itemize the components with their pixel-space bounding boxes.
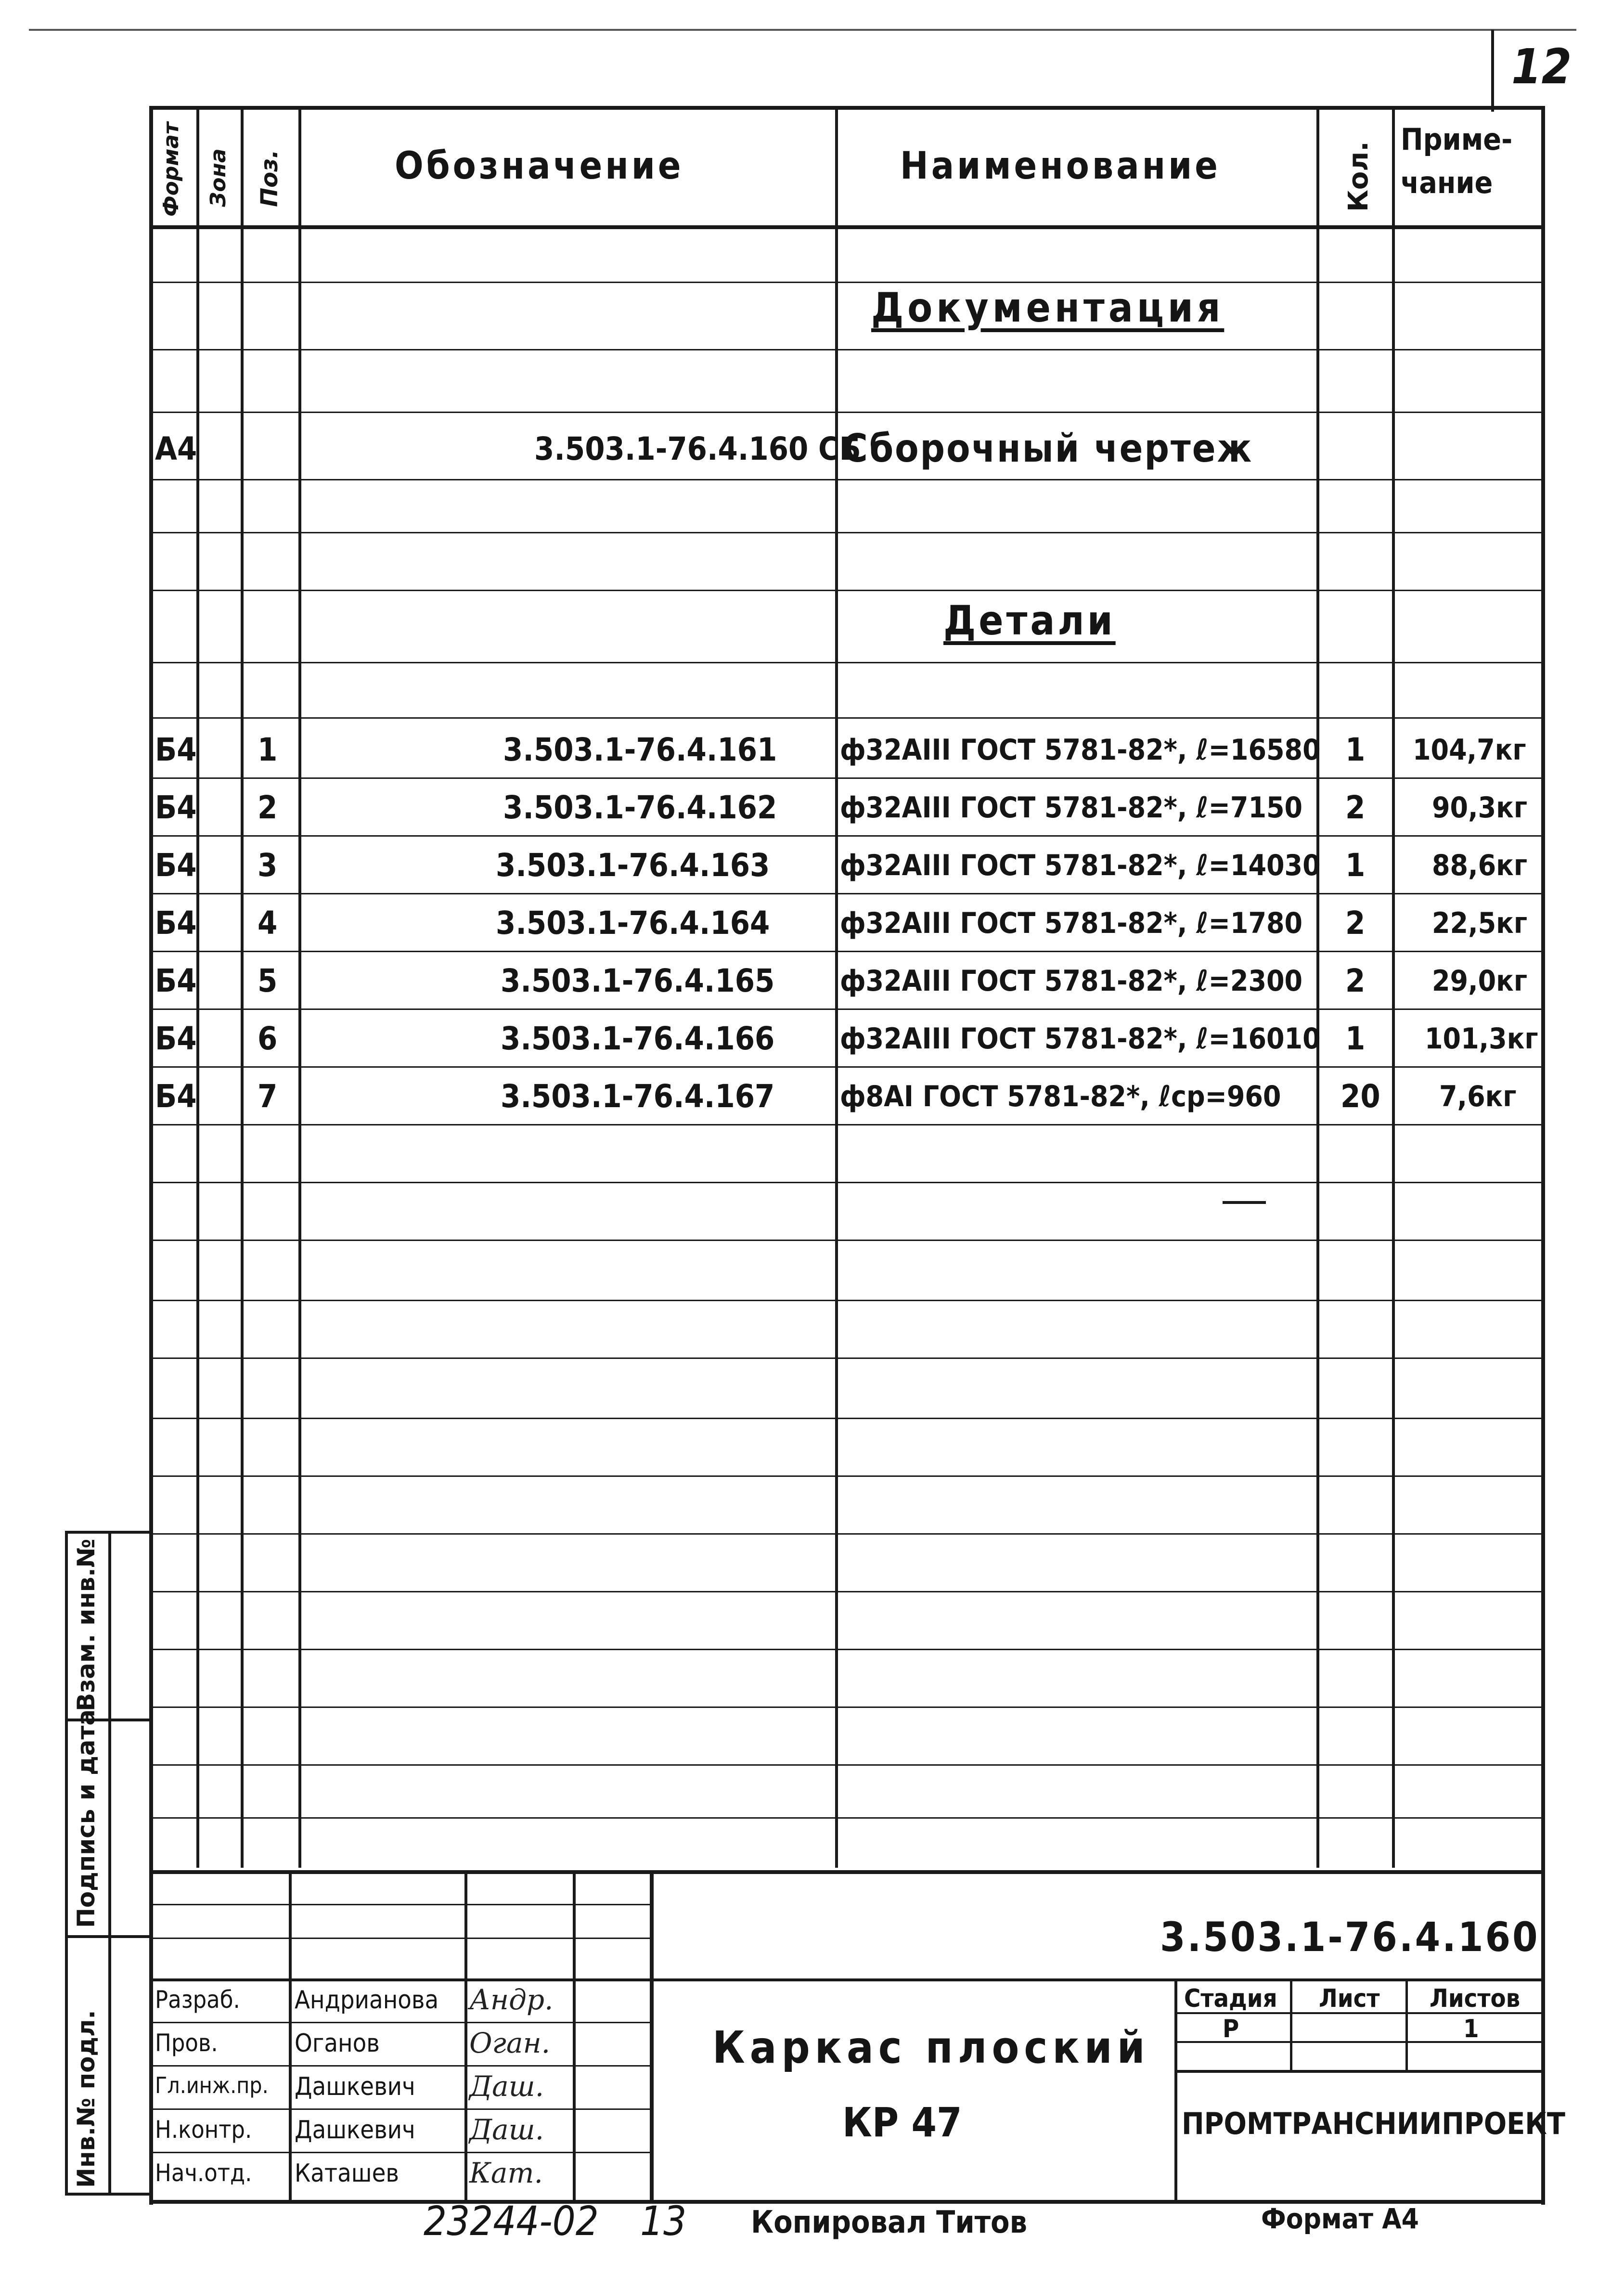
section-details: Детали	[943, 597, 1116, 644]
role-label: Н.контр.	[155, 2116, 252, 2144]
drawing-title: Каркас плоский	[712, 2022, 1150, 2073]
doc-row-format: А4	[155, 430, 197, 467]
row-designation: 3.503.1-76.4.166	[501, 1020, 775, 1057]
row-format: Б4	[155, 1078, 197, 1115]
row-pos: 7	[258, 1078, 278, 1115]
row-qty: 1	[1345, 847, 1366, 884]
doc-code: 3.503.1-76.4.160	[1160, 1913, 1540, 1961]
row-format: Б4	[155, 962, 197, 999]
row-qty: 1	[1345, 1020, 1366, 1057]
role-label: Гл.инж.пр.	[155, 2072, 269, 2098]
section-documentation: Документация	[871, 284, 1224, 331]
row-designation: 3.503.1-76.4.162	[503, 789, 777, 826]
row-note: 88,6кг	[1432, 849, 1528, 882]
role-signature: Андр.	[469, 1983, 554, 2016]
row-note: 101,3кг	[1425, 1022, 1538, 1056]
role-signature: Оган.	[469, 2027, 551, 2059]
row-pos: 4	[258, 905, 278, 942]
drawing-mark: КР 47	[842, 2099, 962, 2146]
stamp-vzam-inv: Взам. инв.№	[72, 1538, 100, 1711]
row-name: ф32АIII ГОСТ 5781-82*, ℓ=14030	[840, 849, 1321, 882]
sheets-label: Листов	[1430, 1984, 1521, 2013]
copied-by: Копировал Титов	[751, 2205, 1028, 2240]
row-designation: 3.503.1-76.4.167	[501, 1078, 775, 1115]
role-person: Дашкевич	[295, 2072, 415, 2101]
header-note: Приме- чание	[1401, 122, 1513, 200]
archive-number: 23244-02	[424, 2197, 599, 2245]
header-qty: Кол.	[1343, 141, 1374, 212]
row-note: 90,3кг	[1432, 791, 1528, 825]
row-format: Б4	[155, 731, 197, 768]
row-note: 7,6кг	[1439, 1080, 1517, 1113]
role-signature: Кат.	[469, 2157, 543, 2189]
row-qty: 20	[1340, 1078, 1380, 1115]
doc-row-designation: 3.503.1-76.4.160 СБ	[534, 430, 861, 467]
row-designation: 3.503.1-76.4.164	[496, 905, 770, 942]
page-in-set: 13	[640, 2197, 687, 2245]
header-name: Наименование	[900, 144, 1221, 188]
role-person: Дашкевич	[295, 2116, 415, 2145]
role-signature: Даш.	[469, 2113, 544, 2146]
row-name: ф32АIII ГОСТ 5781-82*, ℓ=7150	[840, 791, 1303, 825]
row-name: ф32АIII ГОСТ 5781-82*, ℓ=1780	[840, 906, 1303, 940]
sheet-label: Лист	[1319, 1984, 1380, 2013]
row-designation: 3.503.1-76.4.163	[496, 847, 770, 884]
organization: ПРОМТРАНСНИИПРОЕКТ	[1182, 2106, 1565, 2141]
stamp-sign-date: Подпись и дата	[72, 1709, 100, 1928]
row-qty: 2	[1345, 962, 1366, 999]
role-signature: Даш.	[469, 2070, 544, 2103]
row-qty: 2	[1345, 905, 1366, 942]
row-pos: 2	[258, 789, 278, 826]
role-label: Разраб.	[155, 1986, 240, 2014]
stage-value: Р	[1223, 2015, 1239, 2043]
row-qty: 2	[1345, 789, 1366, 826]
row-pos: 6	[258, 1020, 278, 1057]
doc-row-name: Сборочный чертеж	[842, 426, 1253, 471]
row-name: ф32АIII ГОСТ 5781-82*, ℓ=16580	[840, 733, 1321, 767]
header-zone: Зона	[206, 148, 231, 207]
role-label: Пров.	[155, 2029, 218, 2057]
row-designation: 3.503.1-76.4.165	[501, 962, 775, 999]
row-pos: 5	[258, 962, 278, 999]
row-format: Б4	[155, 847, 197, 884]
row-note: 104,7кг	[1413, 733, 1526, 767]
role-person: Андрианова	[295, 1986, 439, 2015]
row-name: ф8АI ГОСТ 5781-82*, ℓср=960	[840, 1080, 1281, 1113]
row-name: ф32АIII ГОСТ 5781-82*, ℓ=2300	[840, 964, 1303, 998]
row-format: Б4	[155, 789, 197, 826]
row-designation: 3.503.1-76.4.161	[503, 731, 777, 768]
footer-format: Формат А4	[1261, 2202, 1419, 2235]
stage-label: Стадия	[1184, 1984, 1277, 2013]
row-pos: 1	[258, 731, 278, 768]
row-qty: 1	[1345, 731, 1366, 768]
sheets-value: 1	[1463, 2015, 1479, 2043]
header-pos: Поз.	[256, 149, 283, 207]
row-format: Б4	[155, 1020, 197, 1057]
row-name: ф32АIII ГОСТ 5781-82*, ℓ=16010	[840, 1022, 1321, 1056]
role-person: Каташев	[295, 2159, 399, 2188]
header-designation: Обозначение	[395, 144, 684, 188]
role-label: Нач.отд.	[155, 2159, 252, 2187]
row-pos: 3	[258, 847, 278, 884]
stamp-inv-orig: Инв.№ подл.	[72, 2010, 100, 2188]
sheet-number: 12	[1511, 39, 1572, 95]
row-note: 29,0кг	[1432, 964, 1528, 998]
role-person: Оганов	[295, 2029, 380, 2058]
row-note: 22,5кг	[1432, 906, 1528, 940]
header-format: Формат	[159, 122, 183, 217]
row-format: Б4	[155, 905, 197, 942]
